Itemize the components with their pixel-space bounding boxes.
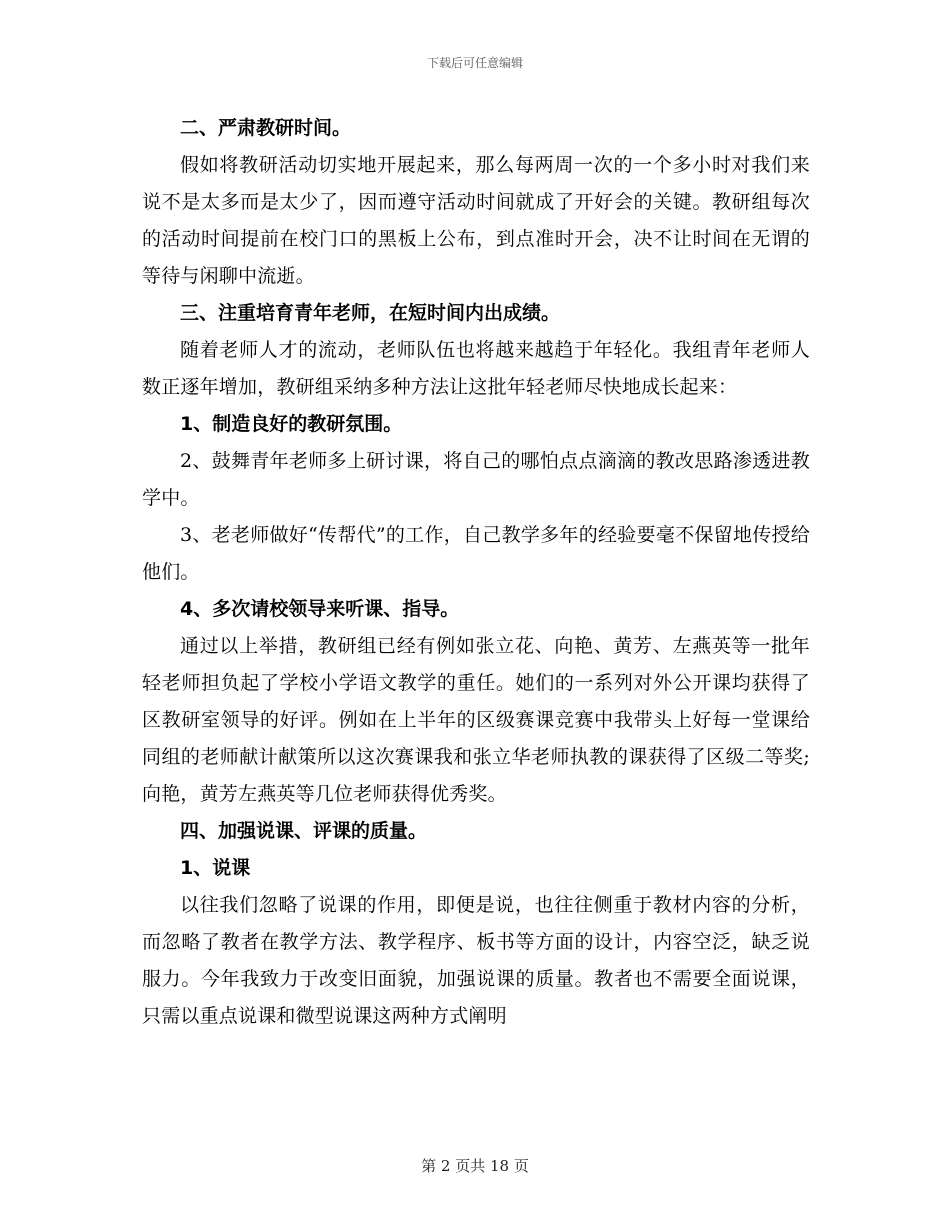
paragraph: 假如将教研活动切实地开展起来，那么每两周一次的一个多小时对我们来说不是太多而是太少了，因而遵守活动时间就成了开好会的关键。教研组每次的活动时间提前在校门口的黑板上公布，到点准时开会，决不让时间在无谓的等待与闲聊中流逝。 [142,154,810,287]
paragraph: 以往我们忽略了说课的作用，即便是说，也往往侧重于教材内容的分析，而忽略了教者在教学方法、教学程序、板书等方面的设计，内容空泛，缺乏说服力。今年我致力于改变旧面貌，加强说课的质量。教者也不需要全面说课，只需以重点说课和微型说课这两种方式阐明 [142,894,810,1027]
subsection-heading: 1、制造良好的教研氛围。 [180,413,403,435]
section-heading: 二、严肃教研时间。 [180,117,352,139]
subsection-heading: 4、多次请校领导来听课、指导。 [180,598,460,620]
subsection-heading: 1、说课 [180,857,251,879]
paragraph: 2、鼓舞青年老师多上研讨课，将自己的哪怕点点滴滴的教改思路渗透进教学中。 [142,450,810,509]
header-note: 下载后可任意编辑 [426,56,523,70]
document-body [142,110,810,1035]
paragraph: 3、老老师做好“传帮代”的工作，自己教学多年的经验要毫不保留地传授给他们。 [142,524,810,583]
paragraph: 随着老师人才的流动，老师队伍也将越来越趋于年轻化。我组青年老师人数正逐年增加，教研组采纳多种方法让这批年轻老师尽快地成长起来： [142,339,810,398]
section-heading: 四、加强说课、评课的质量。 [180,820,428,842]
section-heading: 三、注重培育青年老师，在短时间内出成绩。 [180,302,561,324]
page-number: 第 2 页共 18 页 [421,1157,529,1175]
paragraph: 通过以上举措，教研组已经有例如张立花、向艳、黄芳、左燕英等一批年轻老师担负起了学校小学语文教学的重任。她们的一系列对外公开课均获得了区教研室领导的好评。例如在上半年的区级赛课竞赛中我带头上好每一堂课给同组的老师献计献策所以这次赛课我和张立华老师执教的课获得了区级二等奖;向艳，黄芳左燕英等几位老师获得优秀奖。 [142,635,810,805]
